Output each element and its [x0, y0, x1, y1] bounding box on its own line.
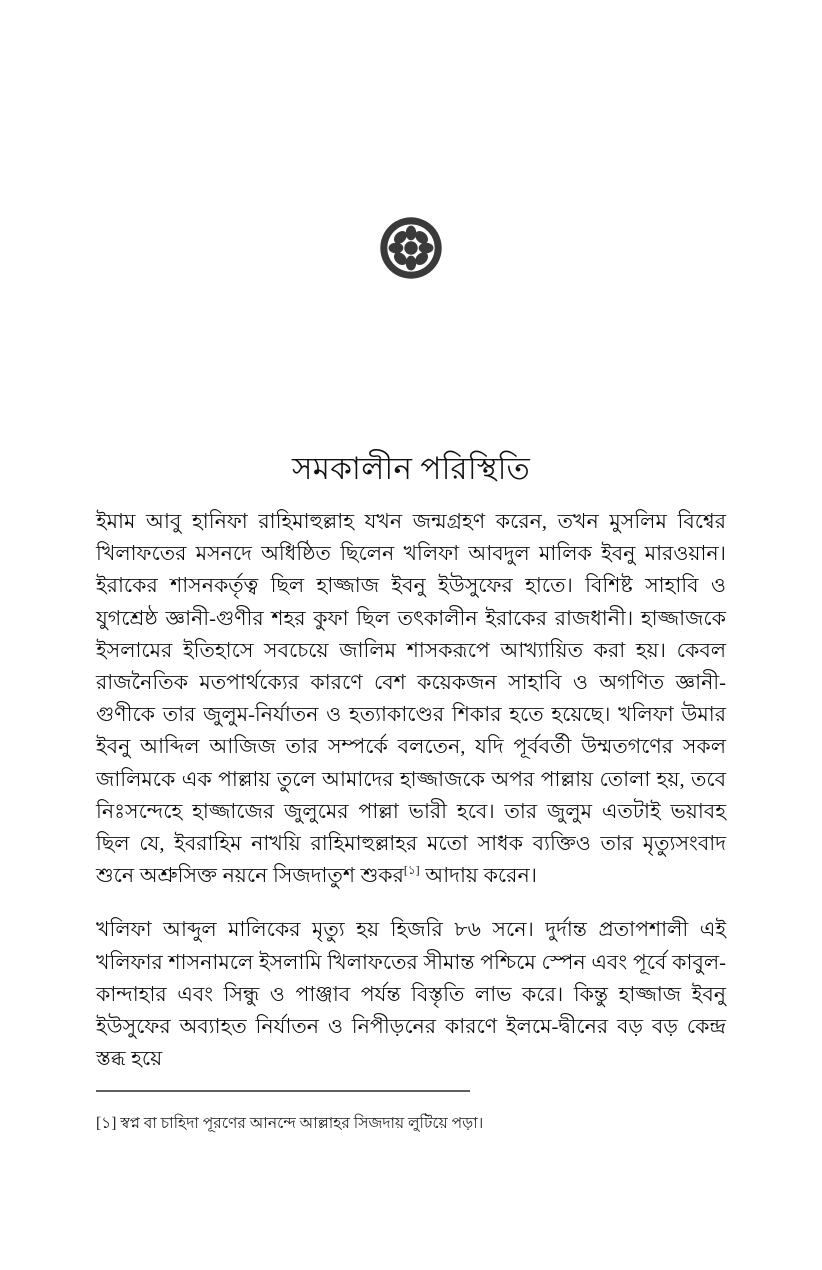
footnote-separator-rule — [96, 1090, 470, 1092]
paragraph-2: খলিফা আব্দুল মালিকের মৃত্যু হয় হিজরি ৮৬ সনে। দুর্দান্ত প্রতাপশালী এই খলিফার শাসনামলে ইসলামি খিলাফতের সীমান্ত পশ্চিমে স্পেন এবং পূর্বে কাবুল-কান্দাহার এবং সিন্ধু ও পাঞ্জাব পর্যন্ত বিস্তৃতি লাভ করে। কিন্তু হাজ্জাজ ইবনু ইউসুফের অব্যাহত নির্যাতন ও নিপীড়নের কারণে ইলমে-দ্বীনের বড় বড় কেন্দ্র স্তব্ধ হয়ে — [96, 919, 726, 1071]
footnote-text: [১] স্বপ্ন বা চাহিদা পূরণের আনন্দে আল্লাহর সিজদায় লুটিয়ে পড়া। — [96, 1115, 484, 1132]
chapter-title: সমকালীন পরিস্থিতি — [291, 450, 531, 486]
chapter-ornament — [0, 216, 822, 280]
paragraph-1-text-before-footnote: ইমাম আবু হানিফা রাহিমাহুল্লাহ যখন জন্মগ্রহণ করেন, তখন মুসলিম বিশ্বের খিলাফতের মসনদে অধিষ্ঠিত ছিলেন খলিফা আবদুল মালিক ইবনু মারওয়ান। ইরাকের শাসনকর্তৃত্ব ছিল হাজ্জাজ ইবনু ইউসুফের হাতে। বিশিষ্ট সাহাবি ও যুগশ্রেষ্ঠ জ্ঞানী-গুণীর শহর কুফা ছিল তৎকালীন ইরাকের রাজধানী। হাজ্জাজকে ইসলামের ইতিহাসে সবচেয়ে জালিম শাসকরূপে আখ্যায়িত করা হয়। কেবল রাজনৈতিক মতপার্থক্যের কারণে বেশ কয়েকজন সাহাবি ও অগণিত জ্ঞানী-গুণীকে তার জুলুম-নির্যাতন ও হত্যাকাণ্ডের শিকার হতে হয়েছে। খলিফা উমার ইবনু আব্দিল আজিজ তার সম্পর্কে বলতেন, যদি পূর্ববর্তী উম্মতগণের সকল জালিমকে এক পাল্লায় তুলে আমাদের হাজ্জাজকে অপর পাল্লায় তোলা হয়, তবে নিঃসন্দেহে হাজ্জাজের জুলুমের পাল্লা ভারী হবে। তার জুলুম এতটাই ভয়াবহ ছিল যে, ইবরাহিম নাখয়ি রাহিমাহুল্লাহর মতো সাধক ব্যক্তিও তার মৃত্যুসংবাদ শুনে অশ্রুসিক্ত নয়নে সিজদাতুশ শুকর — [96, 511, 726, 888]
rosette-wheel-icon — [379, 216, 443, 280]
footnote-reference-marker[interactable]: [১] — [403, 863, 420, 878]
paragraph-1-text-after-footnote: আদায় করেন। — [419, 865, 538, 888]
body-text-block — [96, 506, 726, 1075]
paragraph-1 — [96, 506, 726, 892]
